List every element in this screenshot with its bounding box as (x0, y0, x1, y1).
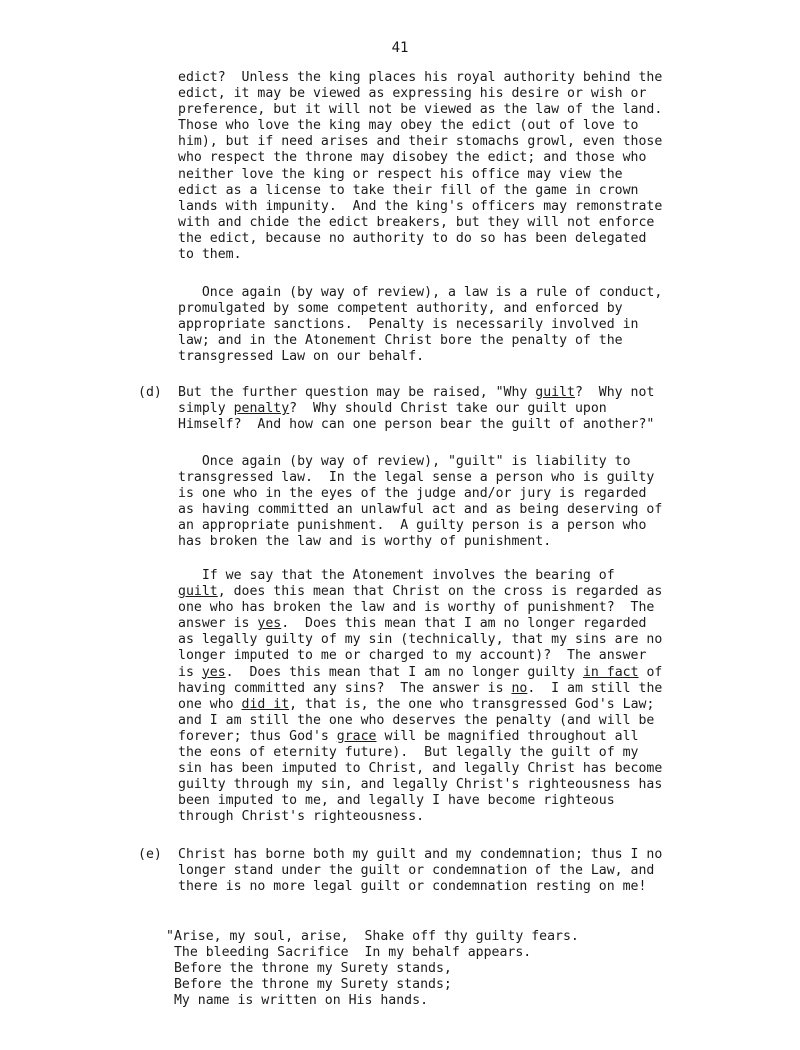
text-run: the eons of eternity future). But legally the guilt of my (178, 745, 639, 761)
text-line (178, 697, 662, 713)
text-line: who respect the throne may disobey the edict; and those who (178, 150, 647, 166)
text-line: edict? Unless the king places his royal authority behind the (178, 70, 663, 85)
text-line: an appropriate punishment. A guilty person is a person who (178, 518, 647, 534)
text-line: law; and in the Atonement Christ bore the penalty of the (178, 333, 623, 349)
hymn-quote (166, 929, 579, 1009)
text-run: through Christ's righteousness. (178, 809, 425, 825)
text-run: forever; thus God's (178, 728, 337, 744)
text-line: transgressed law. In the legal sense a person who is guilty (178, 470, 655, 486)
text-line: Before the throne my Surety stands; (166, 977, 452, 993)
text-line (178, 713, 662, 729)
text-run: of (638, 664, 663, 680)
text-run: . Does this mean that I am no longer regarded (281, 616, 647, 632)
underlined-word: no (511, 680, 528, 696)
text-run: having committed any sins? The answer is (178, 680, 512, 696)
text-line (178, 729, 662, 745)
text-line (178, 761, 662, 777)
text-run: simply (178, 401, 234, 417)
paragraph-guilt-question (178, 385, 654, 433)
text-line: edict, it may be viewed as expressing his desire or wish or (178, 86, 647, 102)
text-line (178, 681, 662, 697)
text-run: sin has been imputed to Christ, and legally Christ has become (178, 761, 663, 777)
text-line (178, 600, 662, 616)
text-line (178, 616, 662, 632)
text-line: Those who love the king may obey the edict (out of love to (178, 118, 639, 134)
text-line: to them. (178, 247, 242, 263)
text-line: him), but if need arises and their stomachs growl, even those (178, 134, 663, 150)
paragraph-guilt-review (178, 454, 662, 551)
text-line (178, 648, 662, 664)
text-run: answer is (178, 616, 258, 632)
text-run: is (178, 664, 202, 680)
list-marker-d: (d) (138, 385, 162, 400)
text-line: longer stand under the guilt or condemnation of the Law, and (178, 863, 655, 879)
text-line (178, 809, 662, 825)
text-run: Himself? And how can one person bear the guilt of another?" (178, 417, 655, 433)
text-line (178, 417, 654, 433)
text-line: neither love the king or respect his office may view the (178, 166, 623, 182)
paragraph-law-review (178, 285, 662, 365)
text-line: the edict, because no authority to do so has been delegated (178, 230, 647, 246)
underlined-word: penalty (233, 401, 290, 417)
paragraph-edict (178, 70, 662, 263)
text-line: as having committed an unlawful act and as being deserving of (178, 502, 663, 518)
text-line: appropriate sanctions. Penalty is necessarily involved in (178, 317, 639, 333)
text-line: promulgated by some competent authority, and enforced by (178, 301, 623, 317)
underlined-word: guilt (178, 584, 218, 600)
underlined-word: did it (241, 696, 290, 712)
text-line: Before the throne my Surety stands, (166, 961, 452, 977)
text-run: guilty through my sin, and legally Christ's righteousness has (178, 777, 663, 793)
text-run: one who (178, 696, 242, 712)
text-line (178, 793, 662, 809)
text-run: , does this mean that Christ on the cross is regarded as (217, 584, 663, 600)
text-run: one who has broken the law and is worthy of punishment? The (178, 600, 655, 616)
text-run: longer imputed to me or charged to my account)? The answer (178, 648, 647, 664)
text-run: been imputed to me, and legally I have become righteous (178, 793, 615, 809)
text-line: Once again (by way of review), "guilt" is liability to (178, 454, 631, 469)
text-line (178, 568, 662, 584)
text-line: Once again (by way of review), a law is a rule of conduct, (178, 285, 663, 300)
underlined-word: yes (201, 664, 226, 680)
text-run: If we say that the Atonement involves the bearing of (178, 568, 615, 583)
text-line (178, 584, 662, 600)
text-line (178, 401, 654, 417)
text-run: But the further question may be raised, "Why (178, 385, 536, 400)
underlined-word: in fact (582, 664, 639, 680)
text-line: preference, but it will not be viewed as the law of the land. (178, 102, 663, 118)
text-line: edict as a license to take their fill of the game in crown (178, 182, 639, 198)
text-line: My name is written on His hands. (166, 993, 429, 1009)
text-line: has broken the law and is worthy of punishment. (178, 534, 552, 550)
text-run: will be magnified throughout all (376, 728, 639, 744)
text-line (178, 385, 654, 401)
page-number: 41 (391, 40, 409, 56)
text-run: ? Why not (574, 385, 655, 400)
text-run: . Does this mean that I am no longer guilty (225, 664, 583, 680)
underlined-word: guilt (535, 385, 575, 400)
text-line: with and chide the edict breakers, but they will not enforce (178, 214, 655, 230)
paragraph-condemnation (178, 847, 662, 895)
text-run: as legally guilty of my sin (technically, that my sins are no (178, 632, 663, 648)
text-run: . I am still the (527, 680, 663, 696)
text-line (178, 665, 662, 681)
text-run: , that is, the one who transgressed God's Law; (289, 696, 655, 712)
text-line: "Arise, my soul, arise, Shake off thy guilty fears. (166, 929, 579, 944)
text-line: transgressed Law on our behalf. (178, 349, 425, 365)
text-run: ? Why should Christ take our guilt upon (289, 401, 607, 417)
text-line (178, 777, 662, 793)
text-line: Christ has borne both my guilt and my condemnation; thus I no (178, 847, 663, 862)
text-line: is one who in the eyes of the judge and/or jury is regarded (178, 486, 647, 502)
text-line: there is no more legal guilt or condemnation resting on me! (178, 879, 647, 895)
list-marker-e: (e) (138, 847, 162, 862)
text-line: lands with impunity. And the king's officers may remonstrate (178, 198, 663, 214)
text-run: and I am still the one who deserves the penalty (and will be (178, 712, 655, 728)
paragraph-atonement-guilt (178, 568, 662, 826)
text-line: The bleeding Sacrifice In my behalf appears. (166, 945, 532, 961)
text-line (178, 632, 662, 648)
underlined-word: yes (257, 616, 282, 632)
underlined-word: grace (336, 728, 377, 744)
text-line (178, 745, 662, 761)
